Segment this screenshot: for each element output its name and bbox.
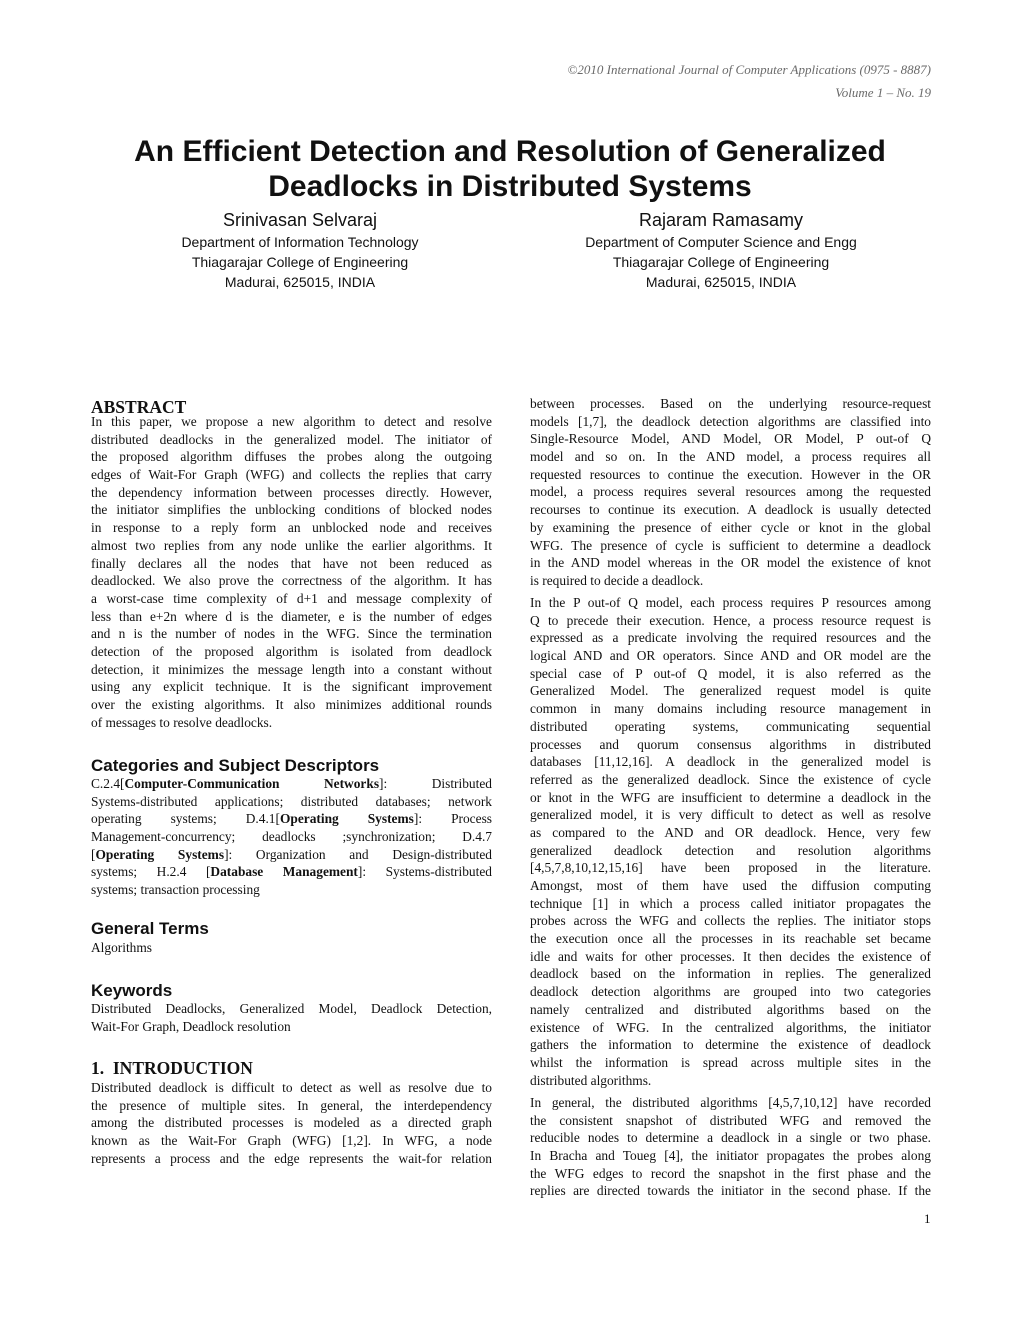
text-line: Distributed Deadlocks, Generalized Model, Deadlock Detection, (91, 1001, 492, 1016)
text-segment: ]: Organization and Design-distributed (224, 846, 492, 862)
author-dept: Department of Computer Science and Engg (585, 234, 857, 250)
text-line: a worst-case time complexity of d+1 and message complexity of (91, 590, 492, 606)
text-line: Distributed deadlock is difficult to detect as well as resolve due to (91, 1080, 492, 1095)
text-line: known as the Wait-For Graph (WFG) [1,2]. In WFG, a node (91, 1133, 492, 1149)
text-line: requested resources to continue the execution. However in the OR (530, 466, 931, 482)
text-line: technique [1] in which a process called initiator propagates the (530, 895, 931, 911)
text-line: edges of Wait-For Graph (WFG) and collects the replies that carry (91, 467, 492, 483)
author-college: Thiagarajar College of Engineering (191, 254, 409, 270)
paper-title (0, 134, 1020, 204)
text-line: recourses to continue its execution. A deadlock is usually detected (530, 502, 931, 518)
author-block (90, 208, 510, 292)
text-line: or knot in the WFG are insufficient to determine a deadlock in the (530, 789, 931, 805)
text-line: generalized deadlock detection and resolution algorithms (530, 842, 931, 858)
bold-text: Database Management (210, 864, 358, 880)
title-line: Deadlocks in Distributed Systems (268, 170, 752, 203)
text-line (91, 775, 492, 793)
text-line (91, 881, 492, 899)
text-line: models [1,7], the deadlock detection algorithms are classified into (530, 413, 931, 429)
text-line (91, 863, 492, 881)
text-line: the presence of multiple sites. In general, the interdependency (91, 1097, 492, 1113)
text-line: model and so on. In the AND model, a process requires all (530, 449, 931, 465)
text-segment: ]: Distributed (379, 776, 492, 791)
bold-text: Operating Systems (95, 846, 225, 862)
text-line: common in many domains including resource management in (530, 701, 931, 717)
text-line: the initiator simplifies the unblocking conditions of blocked nodes (91, 502, 492, 518)
text-segment: systems; transaction processing (91, 882, 260, 898)
text-line: In general, the distributed algorithms [4,5,7,10,12] have recorded (530, 1095, 931, 1110)
text-line: in response to a reply form an unblocked node and receives (91, 520, 492, 536)
author-dept: Department of Information Technology (181, 234, 419, 250)
text-line: Wait-For Graph, Deadlock resolution (91, 1018, 291, 1034)
text-line: the dependency information between processes directly. However, (91, 484, 492, 500)
text-line: Algorithms (91, 940, 153, 955)
categories-text (91, 775, 492, 899)
text-segment: Systems-distributed applications; distributed databases; network (91, 793, 492, 809)
text-line: the consistent snapshot of distributed WFG and removed the (530, 1112, 931, 1128)
text-line: namely centralized and distributed algorithms based on the (530, 1001, 931, 1017)
text-line: referred as the generalized deadlock. Since the existence of cycle (530, 771, 931, 787)
general-terms-heading: General Terms (91, 919, 209, 938)
text-line: Generalized Model. The generalized request model is quite (530, 683, 931, 699)
text-line: using any explicit technique. It is the significant improvement (91, 679, 492, 695)
author-college: Thiagarajar College of Engineering (612, 254, 830, 270)
text-line: detection, it minimizes the message length into a constant without (91, 661, 492, 677)
body-paragraph (530, 395, 931, 590)
body-paragraph (530, 1094, 931, 1200)
text-line: as compared to the AND and OR deadlock. Hence, very few (530, 824, 931, 840)
text-line: detection of the proposed algorithm is isolated from deadlock (91, 643, 492, 659)
text-segment: ]: Process (413, 811, 492, 827)
introduction-heading: 1. INTRODUCTION (91, 1058, 253, 1078)
keywords-text (91, 1000, 492, 1035)
general-terms-text (91, 939, 492, 957)
text-line: in the AND model whereas in the OR model the existence of knot (530, 555, 931, 571)
author-name: Rajaram Ramasamy (638, 210, 804, 230)
categories-heading: Categories and Subject Descriptors (91, 756, 380, 775)
text-segment: Management-concurrency; deadlocks ;synchronization; D.4.7 (91, 829, 492, 845)
text-segment: operating systems; D.4.1[ (91, 811, 280, 827)
text-segment: ]: Systems-distributed (357, 864, 492, 880)
text-line: distributed deadlocks in the generalized model. The initiator of (91, 431, 492, 447)
text-line: generalized model, it is very difficult to detect as well as resolve (530, 807, 931, 823)
volume-header: Volume 1 – No. 19 (835, 85, 931, 100)
text-line: by examining the presence of either cycle or knot in the global (530, 519, 931, 535)
introduction-text (91, 1079, 492, 1167)
text-line: the WFG edges to record the snapshot in the first phase and the (530, 1165, 931, 1181)
text-line: databases [11,12,16]. A deadlock in the generalized model is (530, 754, 931, 770)
text-line: and n is the number of nodes in the WFG. Since the termination (91, 626, 492, 642)
text-line: probes across the WFG and collects the replies. The initiator stops (530, 913, 931, 929)
text-line: Q to precede their execution. Hence, a process resource request is (530, 612, 931, 628)
text-line: processes and quorum consensus algorithms in distributed (530, 736, 931, 752)
text-line: finally declares all the nodes that have not been reduced as (91, 555, 492, 571)
bold-text: Operating Systems (279, 811, 414, 827)
text-line: between processes. Based on the underlying resource-request (530, 396, 931, 411)
author-block (511, 208, 931, 292)
title-line: An Efficient Detection and Resolution of Generalized (134, 135, 886, 168)
text-line: replies are directed towards the initiator in the second phase. If the (530, 1183, 931, 1199)
author-name: Srinivasan Selvaraj (222, 210, 378, 230)
text-line: expressed as a predicate involving the required resources and the (530, 630, 931, 646)
text-line: gathers the information to determine the existence of deadlock (530, 1037, 931, 1053)
text-line (91, 810, 492, 828)
text-line: over the existing algorithms. It also minimizes additional rounds (91, 697, 492, 712)
abstract-text (91, 413, 492, 731)
text-line: Single-Resource Model, AND Model, OR Model, P out-of Q (530, 431, 931, 447)
keywords-heading: Keywords (91, 981, 173, 1000)
text-line: the proposed algorithm diffuses the probes along the outgoing (91, 449, 492, 465)
text-line: deadlock detection algorithms are grouped into two categories (530, 984, 931, 1000)
text-line (91, 793, 492, 811)
text-line: [4,5,7,8,10,12,15,16] have been proposed in the literature. (530, 860, 931, 876)
text-line: In the P out-of Q model, each process requires P resources among (530, 595, 931, 610)
text-segment: C.2.4[ (91, 776, 125, 791)
text-line: deadlock based on the information in replies. The generalized (530, 966, 931, 982)
text-line (91, 846, 492, 864)
text-line: almost two replies from any node unlike the earlier algorithms. It (91, 537, 492, 553)
page-number: 1 (924, 1211, 931, 1226)
text-line: whilst the information is spread across multiple sites in the (530, 1054, 931, 1070)
text-line: In Bracha and Toueg [4], the initiator propagates the probes along (530, 1148, 931, 1164)
text-line: existence of WFG. In the centralized algorithms, the initiator (530, 1019, 931, 1035)
text-line: deadlocked. We also prove the correctness of the algorithm. It has (91, 573, 492, 589)
text-line: among the distributed processes is modeled as a directed graph (91, 1115, 492, 1131)
text-line: distributed algorithms. (530, 1072, 652, 1088)
body-paragraph (530, 594, 931, 1089)
author-address: Madurai, 625015, INDIA (645, 274, 797, 290)
text-line (91, 828, 492, 846)
text-line: the execution once all the processes in its reachable set became (530, 931, 931, 947)
text-line: distributed operating systems, communicating sequential (530, 718, 931, 734)
text-line: logical AND and OR operators. Since AND and OR model are the (530, 648, 931, 664)
text-line: idle and waits for other processes. It then decides the existence of (530, 948, 931, 964)
text-segment: [ (91, 846, 96, 862)
text-line: Amongst, most of them have used the diffusion computing (530, 878, 931, 893)
author-address: Madurai, 625015, INDIA (224, 274, 376, 290)
bold-text: Computer-Communication Networks (124, 776, 380, 791)
text-line: is required to decide a deadlock. (530, 572, 704, 588)
text-line: reducible nodes to determine a deadlock in a single or two phase. (530, 1130, 931, 1146)
text-line: special case of P out-of Q model, it is also referred as the (530, 665, 931, 681)
text-line: In this paper, we propose a new algorithm to detect and resolve (91, 414, 492, 429)
text-line: WFG. The presence of cycle is sufficient to determine a deadlock (530, 537, 931, 553)
text-line: represents a process and the edge represents the wait-for relation (91, 1150, 492, 1166)
text-segment: systems; H.2.4 [ (91, 864, 211, 880)
text-line: less than e+2n where d is the diameter, e is the number of edges (91, 608, 492, 624)
journal-header: ©2010 International Journal of Computer Applications (0975 - 8887) (567, 62, 931, 77)
text-line: model, a process requires several resources among the requested (530, 484, 931, 500)
abstract-heading: ABSTRACT (91, 397, 187, 417)
text-line: of messages to resolve deadlocks. (91, 714, 273, 730)
